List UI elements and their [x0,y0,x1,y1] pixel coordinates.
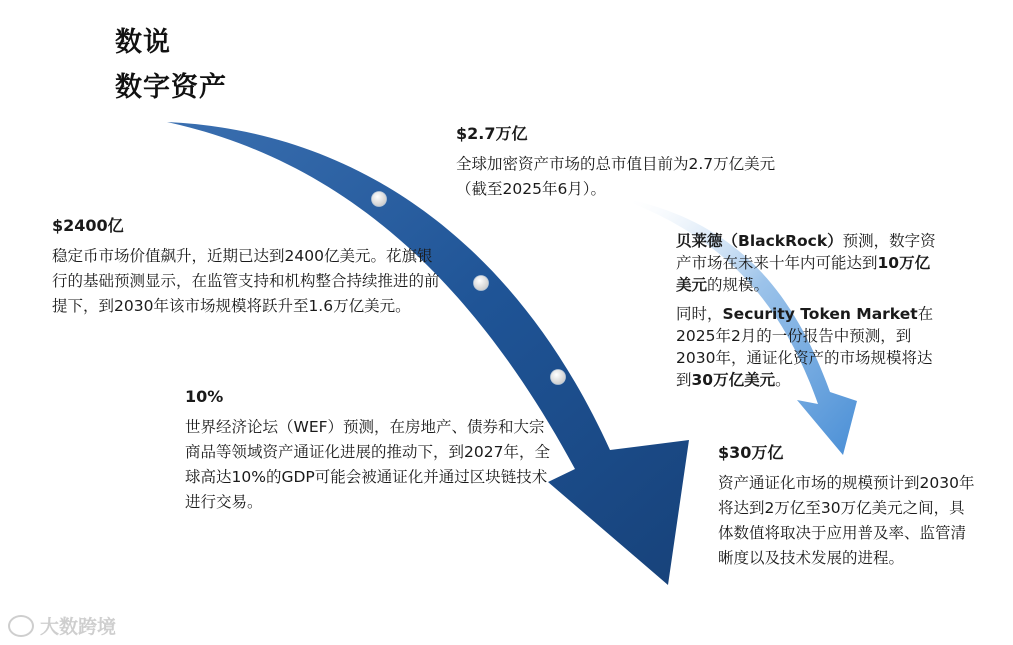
watermark-text: 大数跨境 [40,616,117,638]
wef-stat-title: 10% [185,387,224,406]
crypto-market-stat-title: $2.7万亿 [456,124,528,143]
tokenization-stat-block [718,440,978,571]
page-subtitle: 数字资产 [115,72,227,103]
crypto-market-stat-line1: 全球加密资产市场的总市值目前为2.7万亿美元 [456,155,776,173]
arrow-dot [551,370,566,385]
stablecoin-stat-block [52,213,442,319]
stablecoin-stat-text: 稳定币市场价值飙升，近期已达到2400亿美元。花旗银行的基础预测显示，在监管支持和机构整合持续推进的前提下，到2030年该市场规模将跃升至1.6万亿美元。 [52,247,440,315]
blackrock-name: 贝莱德（BlackRock） [676,232,843,250]
crypto-market-stat-block [456,121,836,202]
stm-text-c: 。 [775,371,791,389]
blackrock-text-b: 的规模。 [707,276,770,294]
blackrock-value: 10万亿美元 [676,254,931,294]
wef-stat-block [185,384,555,515]
arrow-dot [372,192,387,207]
wef-stat-text: 世界经济论坛（WEF）预测，在房地产、债券和大宗商品等领域资产通证化进展的推动下，到2027年，全球高达10%的GDP可能会被通证化并通过区块链技术进行交易。 [185,418,550,511]
watermark-logo-icon [8,615,34,637]
blackrock-forecast-text [676,230,938,296]
security-token-forecast-text [676,303,938,391]
blackrock-text-a: 预测，数字资产市场在未来十年内可能达到 [676,232,936,272]
watermark [8,612,116,639]
page-title: 数说 [115,27,171,58]
tokenization-stat-text: 资产通证化市场的规模预计到2030年将达到2万亿至30万亿美元之间，具体数值将取决于应用普及率、监管清晰度以及技术发展的进程。 [718,474,975,567]
stm-text-a: 同时， [676,305,723,323]
stm-name: Security Token Market [722,305,918,323]
stm-text-b: 在2025年2月的一份报告中预测，到2030年，通证化资产的市场规模将达到 [676,305,934,389]
arrow-dot [474,276,489,291]
stm-value: 30万亿美元 [691,371,776,389]
tokenization-stat-title: $30万亿 [718,443,784,462]
crypto-market-stat-line2: （截至2025年6月）。 [456,180,607,198]
blackrock-forecast-block [676,230,938,391]
stablecoin-stat-title: $2400亿 [52,216,124,235]
